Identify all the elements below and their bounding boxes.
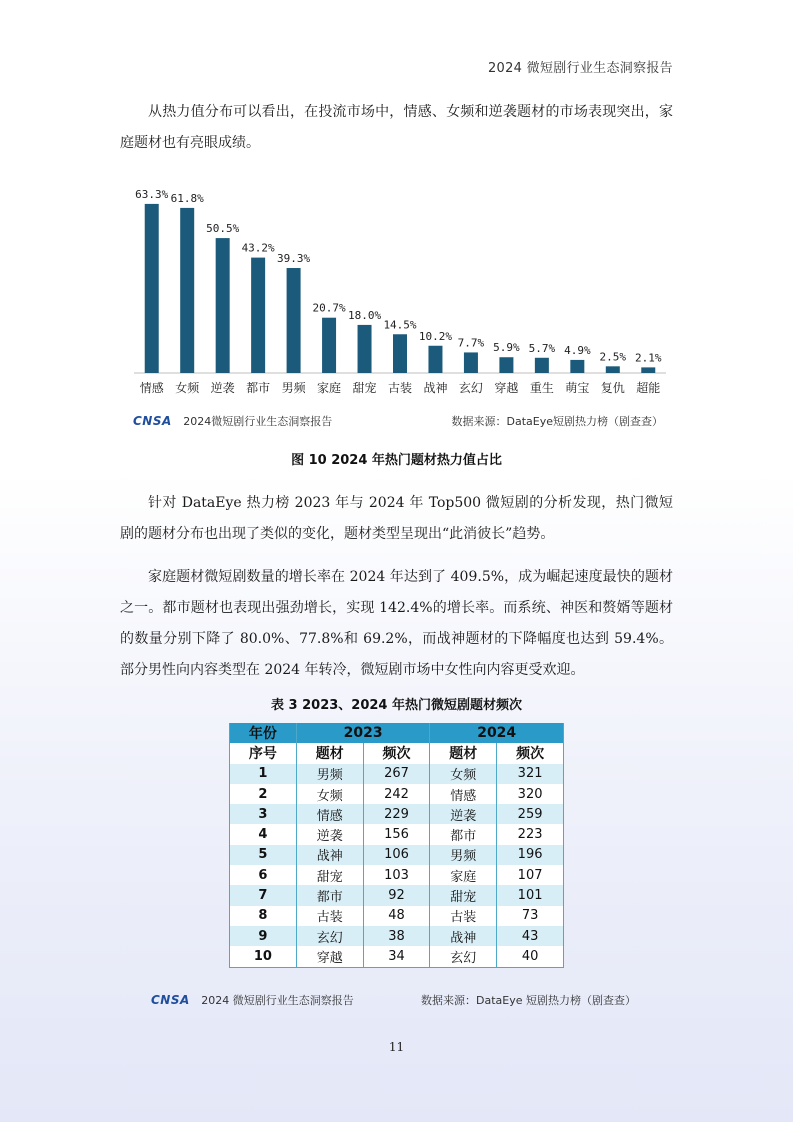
bar-逆袭 [216,238,230,373]
frequency-table [229,723,564,968]
table-cell: 73 [497,906,564,926]
table-row [230,946,564,967]
data-label: 4.9% [564,343,591,357]
table-cell: 156 [363,824,430,844]
col-header: 题材 [430,743,497,763]
year-2024: 2024 [430,723,564,743]
table-row [230,845,564,865]
data-label: 20.7% [312,301,346,315]
category-label: 重生 [529,381,554,395]
table-cell: 242 [363,784,430,804]
table-cell: 103 [363,865,430,885]
category-label: 男频 [281,381,306,395]
table-cell: 259 [497,804,564,824]
figure-caption: 图 10 2024 年热门题材热力值占比 [291,453,502,468]
table-row [230,784,564,804]
bar-玄幻 [464,352,478,373]
table-cell: 34 [363,946,430,967]
table-row [230,865,564,885]
bar-甜宠 [358,325,372,373]
table-cell: 情感 [430,784,497,804]
data-label: 61.8% [170,191,204,205]
table-cell: 7 [230,885,297,905]
data-label: 14.5% [383,318,417,332]
table-cell: 229 [363,804,430,824]
table-cell: 逆袭 [430,804,497,824]
table-cell: 320 [497,784,564,804]
col-header: 频次 [497,743,564,763]
category-label: 逆袭 [210,381,235,395]
chart-source: 数据来源：DataEye短剧热力榜（剧查查） [451,415,663,428]
table-row [230,804,564,824]
category-label: 玄幻 [458,381,483,395]
table-cell: 1 [230,764,297,784]
data-label: 7.7% [457,336,485,350]
table-cell: 情感 [296,804,363,824]
bar-情感 [145,204,159,373]
table-cell: 穿越 [296,946,363,967]
bar-超能 [641,367,655,373]
page-header: 2024 微短剧行业生态洞察报告 [487,61,673,76]
table-footer-report: 2024 微短剧行业生态洞察报告 [201,994,354,1007]
table-cell: 都市 [430,824,497,844]
bar-男频 [287,268,301,373]
chart-footer-report: 2024微短剧行业生态洞察报告 [183,415,333,428]
table-cell: 43 [497,926,564,946]
table-cell: 8 [230,906,297,926]
table-cell: 古装 [430,906,497,926]
category-label: 女频 [175,381,200,395]
data-label: 10.2% [418,329,453,343]
category-label: 超能 [636,381,661,395]
data-label: 2.5% [599,350,627,364]
table-cell: 4 [230,824,297,844]
category-label: 复仇 [600,381,625,395]
table-cell: 逆袭 [296,824,363,844]
table-cell: 古装 [296,906,363,926]
table-cell: 男频 [430,845,497,865]
data-label: 63.3% [135,187,169,201]
table-cell: 48 [363,906,430,926]
data-label: 2.1% [635,351,662,365]
table-header-row [230,743,564,763]
col-header: 频次 [363,743,430,763]
cnsa-logo: CNSA [151,993,190,1007]
data-label: 43.2% [241,241,275,255]
table-row [230,824,564,844]
col-header: 序号 [230,743,297,763]
page-number: 11 [388,1040,405,1054]
bar-chart [120,168,680,433]
table-cell: 战神 [296,845,363,865]
table-cell: 196 [497,845,564,865]
table-cell: 玄幻 [296,926,363,946]
year-2023: 2023 [296,723,430,743]
table-cell: 甜宠 [430,885,497,905]
table-caption: 表 3 2023、2024 年热门微短剧题材频次 [271,698,522,713]
bar-重生 [535,358,549,373]
data-label: 39.3% [277,252,311,266]
table-cell: 战神 [430,926,497,946]
table-cell: 都市 [296,885,363,905]
table-cell: 甜宠 [296,865,363,885]
table-cell: 92 [363,885,430,905]
table-year-row [230,723,564,743]
table-cell: 107 [497,865,564,885]
table-footer [151,992,354,1008]
table-cell: 40 [497,946,564,967]
chart-footer [133,413,332,429]
table-cell: 38 [363,926,430,946]
paragraph-3: 家庭题材微短剧数量的增长率在 2024 年达到了 409.5%，成为崛起速度最快的题材之一。都市题材也表现出强劲增长，实现 142.4%的增长率。而系统、神医和赘婿等题材的数量分别下降了 80.0%、77.8%和 69.2%，而战神题材的下降幅度也达到 59.4%。部分男性向内容类型在 2024 年转冷，微短剧市场中女性向内容更受欢迎。 [120,569,673,678]
table-cell: 10 [230,946,297,967]
category-label: 甜宠 [352,381,377,395]
table-cell: 101 [497,885,564,905]
table-cell: 321 [497,764,564,784]
data-label: 18.0% [347,308,382,322]
bar-女频 [180,208,194,373]
table-cell: 男频 [296,764,363,784]
table-row [230,906,564,926]
bar-复仇 [606,366,620,373]
cnsa-logo: CNSA [133,414,172,428]
bar-古装 [393,334,407,373]
data-label: 5.7% [528,341,556,355]
table-cell: 267 [363,764,430,784]
table-row [230,885,564,905]
category-label: 战神 [423,381,448,395]
table-cell: 玄幻 [430,946,497,967]
table-cell: 9 [230,926,297,946]
bar-穿越 [499,357,513,373]
category-label: 都市 [246,381,271,395]
bar-萌宝 [570,360,584,373]
bar-家庭 [322,318,336,373]
table-row [230,764,564,784]
table-cell: 家庭 [430,865,497,885]
table-source: 数据来源：DataEye 短剧热力榜（剧查查） [421,994,636,1007]
table-cell: 106 [363,845,430,865]
table-cell: 3 [230,804,297,824]
table-cell: 223 [497,824,564,844]
bar-chart-svg [120,168,680,433]
category-label: 穿越 [494,381,519,395]
paragraph-1: 从热力值分布可以看出，在投流市场中，情感、女频和逆袭题材的市场表现突出，家庭题材也有亮眼成绩。 [120,104,673,151]
category-label: 古装 [387,381,413,395]
table-cell: 5 [230,845,297,865]
bar-都市 [251,258,265,373]
table-cell: 6 [230,865,297,885]
category-label: 萌宝 [565,381,590,395]
table-cell: 女频 [296,784,363,804]
col-header: 题材 [296,743,363,763]
data-label: 50.5% [206,222,240,236]
table-row [230,926,564,946]
table-cell: 2 [230,784,297,804]
table-cell: 女频 [430,764,497,784]
year-label: 年份 [230,723,297,743]
category-label: 家庭 [317,381,342,395]
data-label: 5.9% [493,341,520,355]
paragraph-2: 针对 DataEye 热力榜 2023 年与 2024 年 Top500 微短剧的分析发现，热门微短剧的题材分布也出现了类似的变化，题材类型呈现出“此消彼长”趋势。 [120,495,673,542]
category-label: 情感 [139,381,164,395]
bar-战神 [428,346,442,373]
